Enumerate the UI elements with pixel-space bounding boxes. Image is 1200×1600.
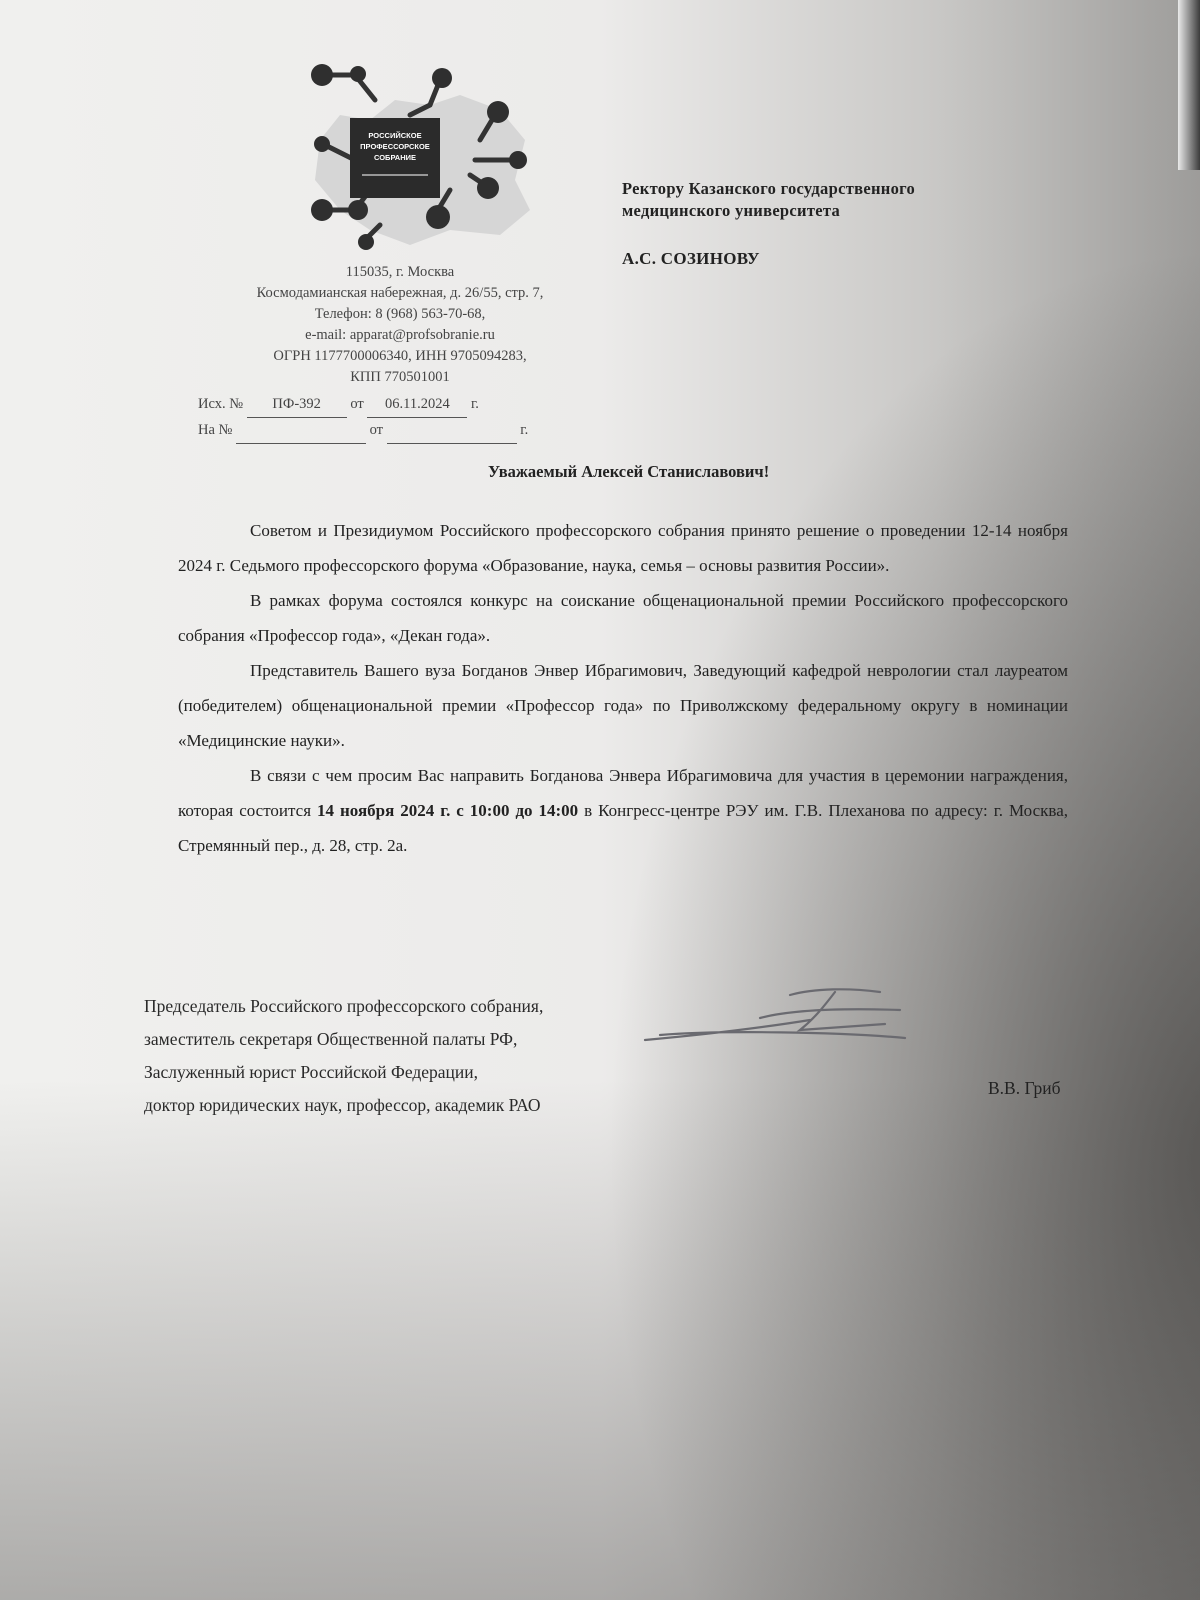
incoming-date	[387, 418, 517, 444]
outgoing-label: Исх. №	[198, 396, 244, 412]
outgoing-year-suffix: г.	[470, 396, 479, 412]
paragraph-4-start: В связи с чем просим Вас направить Богданова Энвера Ибрагимовича для участия в церемонии награждения, которая состоится	[178, 766, 1068, 820]
address-street: Космодамианская набережная, д. 26/55, стр. 7,	[256, 285, 544, 301]
signer-title-2: заместитель секретаря Общественной палаты РФ,	[144, 1029, 518, 1049]
address-kpp: КПП 770501001	[350, 369, 450, 385]
signer-title-3: Заслуженный юрист Российской Федерации,	[144, 1062, 479, 1082]
incoming-ref-row	[198, 418, 528, 444]
address-ogrn: ОГРН 1177700006340, ИНН 9705094283,	[273, 348, 527, 364]
page-edge-shadow	[1178, 0, 1200, 170]
logo-text-line-1: РОССИЙСКОЕ	[368, 131, 422, 140]
incoming-year-suffix: г.	[520, 422, 529, 438]
paragraph-3: Представитель Вашего вуза Богданов Энвер Ибрагимович, Заведующий кафедрой неврологии стал лауреатом (победителем) общенациональной премии «Профессор года» по Приволжскому федеральному округу в номинации «Медицинские науки».	[178, 661, 1068, 750]
salutation: Уважаемый Алексей Станиславович!	[488, 462, 770, 481]
address-city: 115035, г. Москва	[345, 264, 455, 280]
letter-body	[178, 513, 1068, 863]
ceremony-date-time: 14 ноября 2024 г. с 10:00 до 14:00	[317, 801, 579, 820]
incoming-number	[236, 418, 366, 444]
outgoing-date-label: от	[350, 396, 364, 412]
paragraph-4-end: в Конгресс-центре РЭУ им. Г.В. Плеханова по адресу: г. Москва, Стремянный пер., д. 28, стр. 2а.	[178, 801, 1068, 855]
addressee-block	[622, 178, 915, 270]
addressee-name: А.С. СОЗИНОВУ	[622, 249, 760, 268]
signer-name: В.В. Гриб	[988, 1078, 1061, 1098]
addressee-line-2: медицинского университета	[622, 201, 841, 220]
paragraph-2: В рамках форума состоялся конкурс на соискание общенациональной премии Российского профессорского собрания «Профессор года», «Декан года».	[178, 591, 1068, 645]
letterhead-address	[200, 262, 600, 388]
outgoing-number: ПФ-392	[247, 392, 347, 418]
address-phone: Телефон: 8 (968) 563-70-68,	[314, 306, 486, 322]
paragraph-1: Советом и Президиумом Российского профессорского собрания принято решение о проведении 12-14 ноября 2024 г. Седьмого профессорского форума «Образование, наука, семья – основы развития России».	[178, 521, 1068, 575]
signature-title-block	[144, 990, 543, 1122]
address-email: e-mail: apparat@profsobranie.ru	[305, 327, 495, 343]
incoming-date-label: от	[369, 422, 384, 438]
incoming-label: На №	[198, 422, 233, 438]
signer-title-4: доктор юридических наук, профессор, академик РАО	[144, 1095, 541, 1115]
handwritten-signature	[640, 980, 920, 1060]
outgoing-date: 06.11.2024	[367, 392, 467, 418]
signer-title-1: Председатель Российского профессорского собрания,	[144, 996, 544, 1016]
logo-text-line-3: СОБРАНИЕ	[373, 153, 417, 162]
outgoing-ref-row	[198, 392, 528, 418]
organization-logo	[300, 60, 540, 260]
paragraph-4	[178, 758, 1068, 863]
addressee-line-1: Ректору Казанского государственного	[622, 179, 916, 198]
letter-references	[198, 392, 528, 444]
logo-text-line-2: ПРОФЕССОРСКОЕ	[360, 142, 430, 151]
